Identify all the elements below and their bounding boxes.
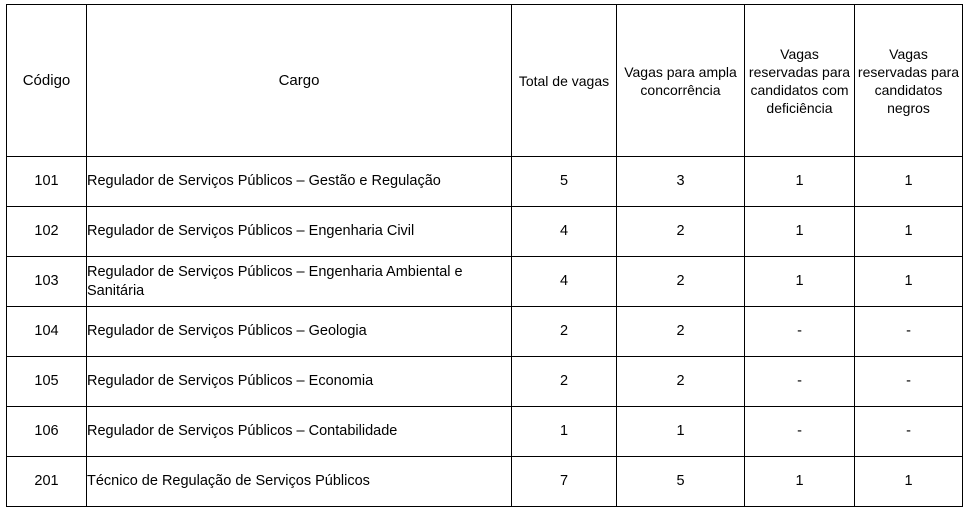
table-row <box>7 257 963 307</box>
cell-vagas-negros: 1 <box>855 457 963 507</box>
header-codigo: Código <box>7 5 87 157</box>
header-cargo: Cargo <box>87 5 512 157</box>
table-row <box>7 407 963 457</box>
table-header-row <box>7 5 963 157</box>
cell-total-vagas: 5 <box>512 157 617 207</box>
cell-cargo: Regulador de Serviços Públicos – Contabilidade <box>87 407 512 457</box>
table-row <box>7 357 963 407</box>
cell-vagas-pcd: - <box>745 307 855 357</box>
cell-vagas-negros: - <box>855 407 963 457</box>
cell-codigo: 201 <box>7 457 87 507</box>
cell-codigo: 101 <box>7 157 87 207</box>
table-header <box>7 5 963 157</box>
cell-vagas-negros: 1 <box>855 157 963 207</box>
cell-vagas-pcd: 1 <box>745 257 855 307</box>
cell-codigo: 106 <box>7 407 87 457</box>
cell-ampla-concorrencia: 2 <box>617 307 745 357</box>
cell-total-vagas: 7 <box>512 457 617 507</box>
cell-codigo: 103 <box>7 257 87 307</box>
cell-cargo: Regulador de Serviços Públicos – Geologia <box>87 307 512 357</box>
cell-ampla-concorrencia: 2 <box>617 257 745 307</box>
cell-codigo: 102 <box>7 207 87 257</box>
cell-total-vagas: 2 <box>512 357 617 407</box>
cell-ampla-concorrencia: 5 <box>617 457 745 507</box>
cell-ampla-concorrencia: 2 <box>617 207 745 257</box>
table-row <box>7 307 963 357</box>
table-body <box>7 157 963 507</box>
cell-vagas-pcd: 1 <box>745 457 855 507</box>
cell-vagas-negros: - <box>855 357 963 407</box>
cell-total-vagas: 2 <box>512 307 617 357</box>
cell-cargo: Regulador de Serviços Públicos – Engenharia Ambiental e Sanitária <box>87 257 512 307</box>
header-vagas-pcd: Vagas reservadas para candidatos com deficiência <box>745 5 855 157</box>
cell-vagas-negros: 1 <box>855 257 963 307</box>
header-ampla-concorrencia: Vagas para ampla concorrência <box>617 5 745 157</box>
header-total-vagas: Total de vagas <box>512 5 617 157</box>
cell-total-vagas: 4 <box>512 257 617 307</box>
cell-cargo: Regulador de Serviços Públicos – Gestão e Regulação <box>87 157 512 207</box>
cell-codigo: 104 <box>7 307 87 357</box>
cell-vagas-negros: 1 <box>855 207 963 257</box>
cell-cargo: Regulador de Serviços Públicos – Engenharia Civil <box>87 207 512 257</box>
cell-ampla-concorrencia: 2 <box>617 357 745 407</box>
cell-vagas-pcd: - <box>745 357 855 407</box>
cell-cargo: Regulador de Serviços Públicos – Economia <box>87 357 512 407</box>
header-vagas-negros: Vagas reservadas para candidatos negros <box>855 5 963 157</box>
cell-vagas-pcd: 1 <box>745 157 855 207</box>
cell-total-vagas: 1 <box>512 407 617 457</box>
cell-ampla-concorrencia: 3 <box>617 157 745 207</box>
table-row <box>7 457 963 507</box>
cell-ampla-concorrencia: 1 <box>617 407 745 457</box>
vacancy-table <box>6 4 963 507</box>
cell-vagas-negros: - <box>855 307 963 357</box>
cell-codigo: 105 <box>7 357 87 407</box>
cell-vagas-pcd: 1 <box>745 207 855 257</box>
cell-vagas-pcd: - <box>745 407 855 457</box>
cell-cargo: Técnico de Regulação de Serviços Públicos <box>87 457 512 507</box>
table-row <box>7 207 963 257</box>
table-row <box>7 157 963 207</box>
cell-total-vagas: 4 <box>512 207 617 257</box>
